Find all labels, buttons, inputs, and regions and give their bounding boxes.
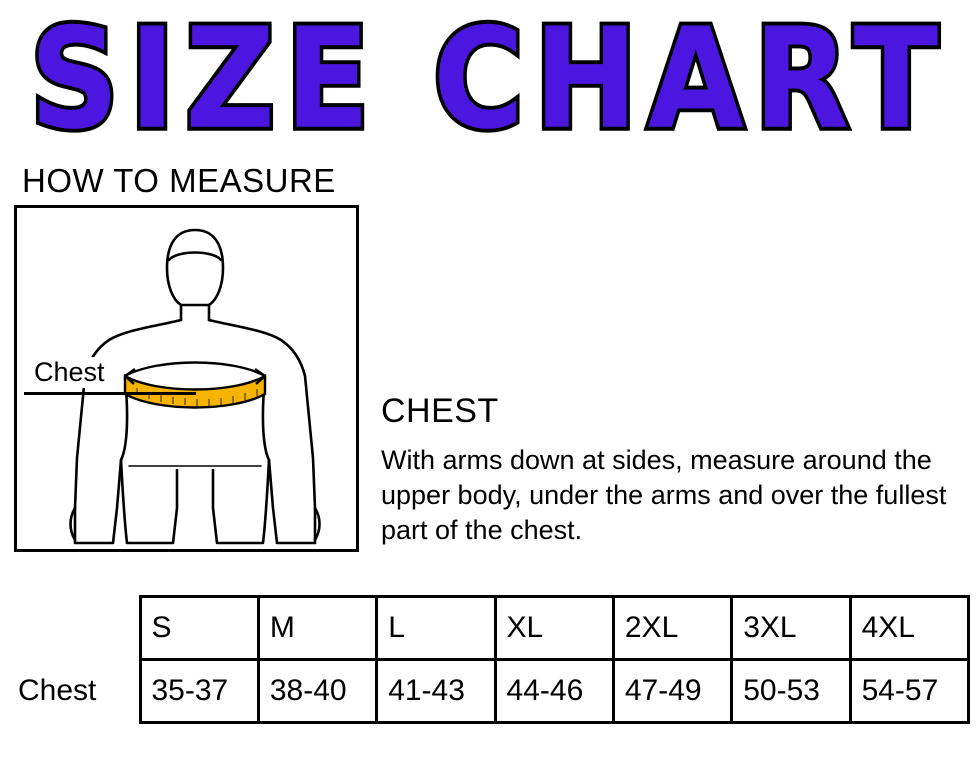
table-header-3xl: 3XL bbox=[732, 597, 850, 660]
page-title: SIZE CHART bbox=[29, 0, 949, 161]
how-to-measure-heading: HOW TO MEASURE bbox=[22, 162, 336, 199]
size-chart-table bbox=[8, 595, 970, 724]
chest-figure-label: Chest bbox=[34, 357, 105, 387]
table-corner-cell bbox=[8, 597, 140, 660]
table-row-label-chest: Chest bbox=[8, 660, 140, 723]
table-cell-chest-4xl: 54-57 bbox=[850, 660, 968, 723]
table-cell-chest-2xl: 47-49 bbox=[613, 660, 731, 723]
table-header-s: S bbox=[140, 597, 258, 660]
table-cell-chest-s: 35-37 bbox=[140, 660, 258, 723]
table-header-2xl: 2XL bbox=[613, 597, 731, 660]
chest-description bbox=[381, 392, 971, 548]
chest-leader-line bbox=[24, 392, 196, 395]
table-header-m: M bbox=[258, 597, 376, 660]
table-header-4xl: 4XL bbox=[850, 597, 968, 660]
table-cell-chest-xl: 44-46 bbox=[495, 660, 613, 723]
chest-description-body: With arms down at sides, measure around the upper body, under the arms and over the fullest part of the chest. bbox=[381, 445, 947, 545]
table-cell-chest-l: 41-43 bbox=[377, 660, 495, 723]
table-header-xl: XL bbox=[495, 597, 613, 660]
table-header-l: L bbox=[377, 597, 495, 660]
table-cell-chest-3xl: 50-53 bbox=[732, 660, 850, 723]
chest-description-heading: CHEST bbox=[381, 392, 499, 430]
table-header-row bbox=[8, 597, 969, 660]
table-cell-chest-m: 38-40 bbox=[258, 660, 376, 723]
table-row bbox=[8, 660, 969, 723]
